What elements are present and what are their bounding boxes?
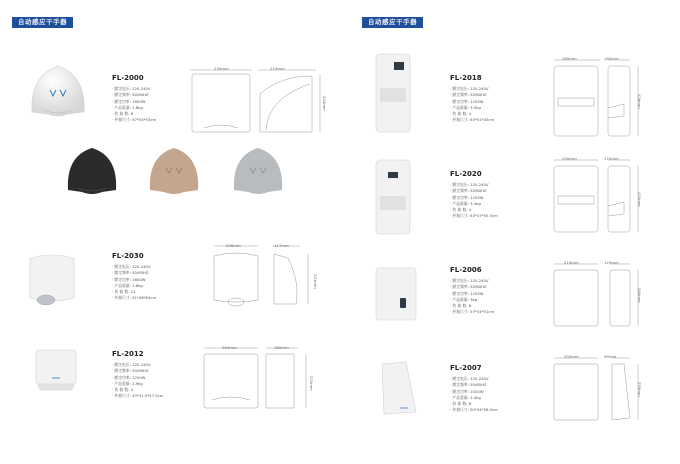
fl-2020-dimension-drawing	[550, 156, 674, 236]
dim-depth: 125mm	[604, 260, 619, 265]
spec-line: · 外箱尺寸: 43*31.5*47.5cm	[112, 393, 164, 399]
spec-line: · 额定功率: 1200W	[450, 194, 484, 200]
spec-line: · 产品重量: 1.8kg	[112, 282, 143, 288]
spec-line: · 额定电压: 220-240V	[450, 182, 489, 187]
spec-line: · 产品重量: 1.8kg	[112, 104, 143, 110]
spec-line: · 产品重量: 3kg	[450, 296, 478, 302]
fl-2018-dimension-drawing	[550, 56, 674, 140]
spec-line: · 装 箱 数: 8	[450, 401, 472, 407]
spec-line: · 额定功率: 1250W	[112, 374, 146, 380]
spec-line: · 额定频率: 50/60HZ	[112, 92, 149, 98]
section-title: 自动感应干手器	[362, 17, 423, 28]
spec-line: · 装 箱 数: 4	[450, 111, 472, 117]
fl-2012-photo	[34, 346, 78, 392]
spec-line: · 装 箱 数: 6	[112, 111, 134, 117]
fl-2020-photo	[374, 158, 412, 236]
fl-2030-photo	[26, 254, 78, 310]
dim-depth: 180mm	[604, 56, 619, 61]
fl-2000-white-photo	[28, 62, 88, 118]
spec-line: · 额定电压: 220-240V	[112, 362, 151, 367]
dim-height: 240mm	[322, 96, 327, 111]
dim-width: 250mm	[562, 156, 577, 161]
spec-line: · 额定功率: 1200W	[450, 98, 484, 104]
model-fl-2000: FL-2000	[112, 74, 144, 82]
spec-line: · 额定频率: 50/60HZ	[450, 284, 487, 290]
spec-line: · 额定功率: 1200W	[450, 290, 484, 296]
spec-line: · 产品重量: 2.9kg	[112, 380, 143, 386]
specs-fl-2006	[450, 278, 494, 316]
dim-depth: 170mm	[604, 156, 619, 161]
spec-line: · 额定功率: 1000W	[450, 388, 484, 394]
spec-line: · 产品重量: 1.4kg	[450, 394, 481, 400]
spec-line: · 外箱尺寸: 63*51*45cm	[450, 117, 495, 123]
spec-line: · 装 箱 数: 6	[450, 303, 472, 309]
fl-2006-dimension-drawing	[550, 260, 674, 330]
spec-line: · 额定频率: 50/60HZ	[450, 92, 487, 98]
specs-fl-2018	[450, 86, 494, 124]
spec-line: · 外箱尺寸: 51*46*64cm	[112, 295, 157, 301]
spec-line: · 额定电压: 220-240V	[112, 86, 151, 91]
spec-line: · 外箱尺寸: 57*34*51cm	[450, 309, 495, 315]
spec-line: · 额定电压: 220-240V	[112, 264, 151, 269]
spec-line: · 额定频率: 50/60HZ	[450, 188, 487, 194]
right-page	[340, 0, 680, 464]
dim-width: 210mm	[564, 260, 579, 265]
spec-line: · 额定功率: 1600W	[112, 276, 146, 282]
fl-2030-dimension-drawing	[204, 242, 324, 312]
spec-line: · 额定功率: 1800W	[112, 98, 146, 104]
dim-height: 260mm	[637, 288, 642, 303]
spec-line: · 装 箱 数: 4	[450, 207, 472, 213]
specs-fl-2007	[450, 376, 498, 414]
fl-2007-dimension-drawing	[550, 354, 674, 424]
spec-line: · 额定电压: 220-240V	[450, 278, 489, 283]
spec-line: · 额定频率: 50/60HZ	[112, 270, 149, 276]
dim-height: 255mm	[637, 382, 642, 397]
model-fl-2012: FL-2012	[112, 350, 144, 358]
spec-line: · 装 箱 数: 4	[112, 387, 134, 393]
model-fl-2020: FL-2020	[450, 170, 482, 178]
dim-depth: 99mm	[604, 354, 617, 359]
fl-2000-silver-photo	[230, 146, 286, 196]
dim-depth: 180mm	[274, 345, 289, 350]
dim-width: 235mm	[214, 66, 229, 71]
fl-2000-black-photo	[64, 146, 120, 196]
spec-line: · 装 箱 数: 12	[112, 289, 136, 295]
fl-2007-photo	[376, 360, 418, 416]
spec-line: · 额定电压: 220-240V	[450, 86, 489, 91]
specs-fl-2020	[450, 182, 498, 220]
dim-height: 231mm	[313, 274, 318, 289]
dim-depth: 215mm	[270, 66, 285, 71]
spec-line: · 产品重量: 3.4kg	[450, 200, 481, 206]
dim-height: 270mm	[309, 376, 314, 391]
spec-line: · 外箱尺寸: 50*34*58.5cm	[450, 407, 498, 413]
model-fl-2030: FL-2030	[112, 252, 144, 260]
section-title: 自动感应干手器	[12, 17, 73, 28]
spec-line: · 外箱尺寸: 63*37*55.5cm	[450, 213, 498, 219]
specs-fl-2030	[112, 264, 156, 302]
fl-2012-dimension-drawing	[198, 344, 320, 414]
model-fl-2006: FL-2006	[450, 266, 482, 274]
dim-width: 205mm	[564, 354, 579, 359]
fl-2018-photo	[374, 52, 412, 134]
spec-line: · 额定电压: 220-240V	[450, 376, 489, 381]
spec-line: · 产品重量: 3.5kg	[450, 104, 481, 110]
fl-2000-champagne-photo	[146, 146, 202, 196]
specs-fl-2012	[112, 362, 163, 400]
spec-line: · 额定频率: 50/60HZ	[112, 368, 149, 374]
fl-2006-photo	[374, 266, 418, 322]
spec-line: · 额定频率: 50/60HZ	[450, 382, 487, 388]
specs-fl-2000	[112, 86, 156, 124]
spec-line: · 外箱尺寸: 57*55*53cm	[112, 117, 157, 123]
model-fl-2018: FL-2018	[450, 74, 482, 82]
dim-width: 206mm	[226, 243, 241, 248]
dim-width: 260mm	[562, 56, 577, 61]
dim-depth: 117mm	[274, 243, 289, 248]
dim-width: 260mm	[222, 345, 237, 350]
model-fl-2007: FL-2007	[450, 364, 482, 372]
dim-height: 426mm	[637, 94, 642, 109]
fl-2000-dimension-drawing	[188, 64, 328, 136]
dim-height: 410mm	[637, 192, 642, 207]
